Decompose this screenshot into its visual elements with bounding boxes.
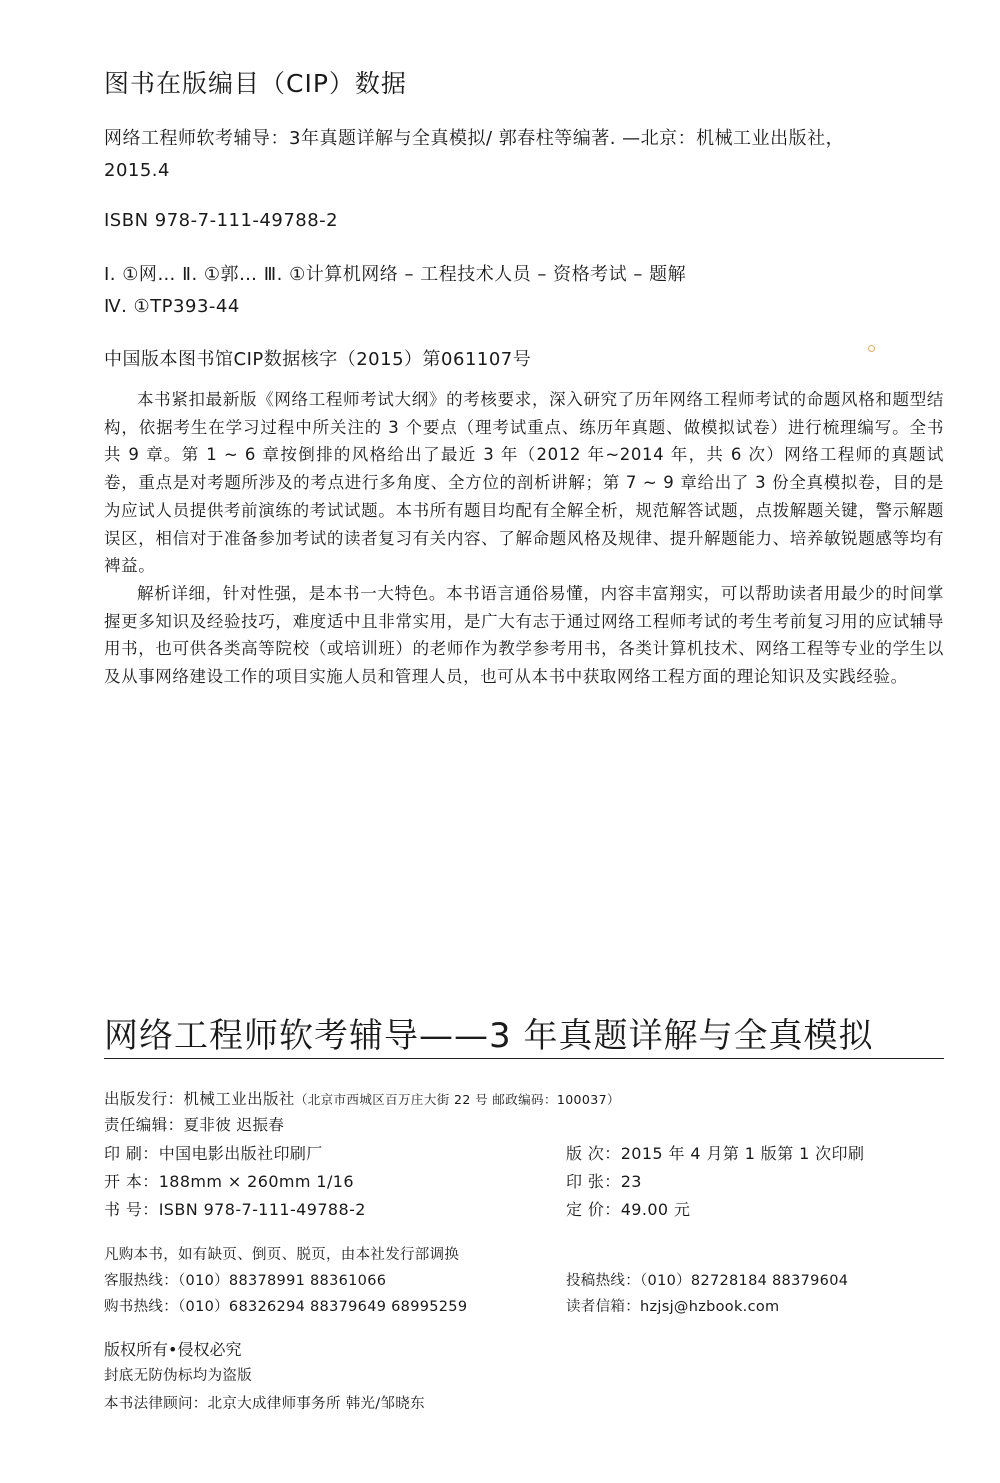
description-paragraph-1: 本书紧扣最新版《网络工程师考试大纲》的考核要求，深入研究了历年网络工程师考试的命题风格和题型结构，依据考生在学习过程中所关注的 3 个要点（理考试重点、练历年真题、做模拟试卷）进行梳理编写。全书共 9 章。第 1 ~ 6 章按倒排的风格给出了最近 3 年（2012 年~2014 年，共 6 次）网络工程师的真题试卷，重点是对考题所涉及的考点进行多角度、全方位的剖析讲解；第 7 ~ 9 章给出了 3 份全真模拟卷，目的是为应试人员提供考前演练的考试试题。本书所有题目均配有全解全析，规范解答试题，点拨解题关键，警示解题误区，相信对于准备参加考试的读者复习有关内容、了解命题风格及规律、提升解题能力、培养敏锐题感等均有裨益。 bbox=[104, 390, 944, 576]
title-rule bbox=[104, 1058, 944, 1059]
cip-isbn: ISBN 978-7-111-49788-2 bbox=[104, 210, 339, 231]
sheets-row bbox=[566, 1169, 642, 1192]
printer-row bbox=[104, 1141, 323, 1164]
price-row bbox=[566, 1197, 690, 1220]
price-label: 定 价： bbox=[566, 1200, 621, 1219]
editor-row bbox=[104, 1113, 284, 1135]
cip-record-number: 中国版本图书馆CIP数据核字（2015）第061107号 bbox=[104, 349, 532, 370]
publisher-name: 机械工业出版社 bbox=[183, 1090, 295, 1108]
edition-value: 2015 年 4 月第 1 版第 1 次印刷 bbox=[620, 1144, 865, 1163]
sheets-value: 23 bbox=[620, 1172, 642, 1191]
description-paragraph-2: 解析详细，针对性强，是本书一大特色。本书语言通俗易懂，内容丰富翔实，可以帮助读者用最少的时间掌握更多知识及经验技巧，难度适中且非常实用，是广大有志于通过网络工程师考试的考生考前复习用的应试辅导用书，也可供各类高等院校（或培训班）的老师作为教学参考用书，各类计算机技术、网络工程等专业的学生以及从事网络建设工作的项目实施人员和管理人员，也可从本书中获取网络工程方面的理论知识及实践经验。 bbox=[104, 583, 944, 687]
publisher-row bbox=[104, 1087, 620, 1109]
publisher-address: （北京市西城区百万庄大街 22 号 邮政编码：100037） bbox=[294, 1092, 620, 1107]
ink-spot bbox=[868, 345, 875, 352]
printer-label: 印 刷： bbox=[104, 1144, 159, 1163]
anti-counterfeit-notice: 封底无防伪标均为盗版 bbox=[104, 1368, 252, 1384]
reader-mailbox: 读者信箱：hzjsj@hzbook.com bbox=[566, 1299, 780, 1315]
sheets-label: 印 张： bbox=[566, 1172, 621, 1191]
book-number-value: ISBN 978-7-111-49788-2 bbox=[158, 1200, 366, 1219]
submission-hotline: 投稿热线：（010）82728184 88379604 bbox=[566, 1273, 849, 1289]
legal-counsel: 本书法律顾问：北京大成律师事务所 韩光/邹晓东 bbox=[104, 1396, 425, 1412]
printer-name: 中国电影出版社印刷厂 bbox=[158, 1144, 323, 1163]
format-value: 188mm × 260mm 1/16 bbox=[158, 1172, 354, 1191]
format-label: 开 本： bbox=[104, 1172, 159, 1191]
publisher-label: 出版发行： bbox=[104, 1090, 184, 1108]
cip-date-line: 2015.4 bbox=[104, 160, 170, 181]
cip-classification-2: Ⅳ. ①TP393-44 bbox=[104, 296, 240, 317]
replacement-notice: 凡购本书，如有缺页、倒页、脱页，由本社发行部调换 bbox=[104, 1247, 460, 1263]
purchase-hotline: 购书热线：（010）68326294 88379649 68995259 bbox=[104, 1299, 468, 1315]
book-number-row bbox=[104, 1197, 366, 1220]
service-hotline: 客服热线：（010）88378991 88361066 bbox=[104, 1273, 387, 1289]
book-title: 网络工程师软考辅导——3 年真题详解与全真模拟 bbox=[104, 1016, 874, 1056]
editor-label: 责任编辑： bbox=[104, 1116, 184, 1134]
edition-row bbox=[566, 1141, 864, 1164]
book-number-label: 书 号： bbox=[104, 1200, 159, 1219]
rights-reserved: 版权所有•侵权必究 bbox=[104, 1340, 242, 1359]
format-row bbox=[104, 1169, 354, 1192]
price-value: 49.00 元 bbox=[620, 1200, 691, 1219]
cip-title-line: 网络工程师软考辅导：3年真题详解与全真模拟/ 郭春柱等编著. —北京：机械工业出版社， bbox=[104, 128, 845, 149]
edition-label: 版 次： bbox=[566, 1144, 621, 1163]
book-description bbox=[104, 386, 944, 691]
cip-classification-1: Ⅰ. ①网… Ⅱ. ①郭… Ⅲ. ①计算机网络 – 工程技术人员 – 资格考试 – 题解 bbox=[104, 264, 687, 285]
cip-heading: 图书在版编目（CIP）数据 bbox=[104, 69, 407, 98]
editor-names: 夏非彼 迟振春 bbox=[183, 1116, 285, 1134]
